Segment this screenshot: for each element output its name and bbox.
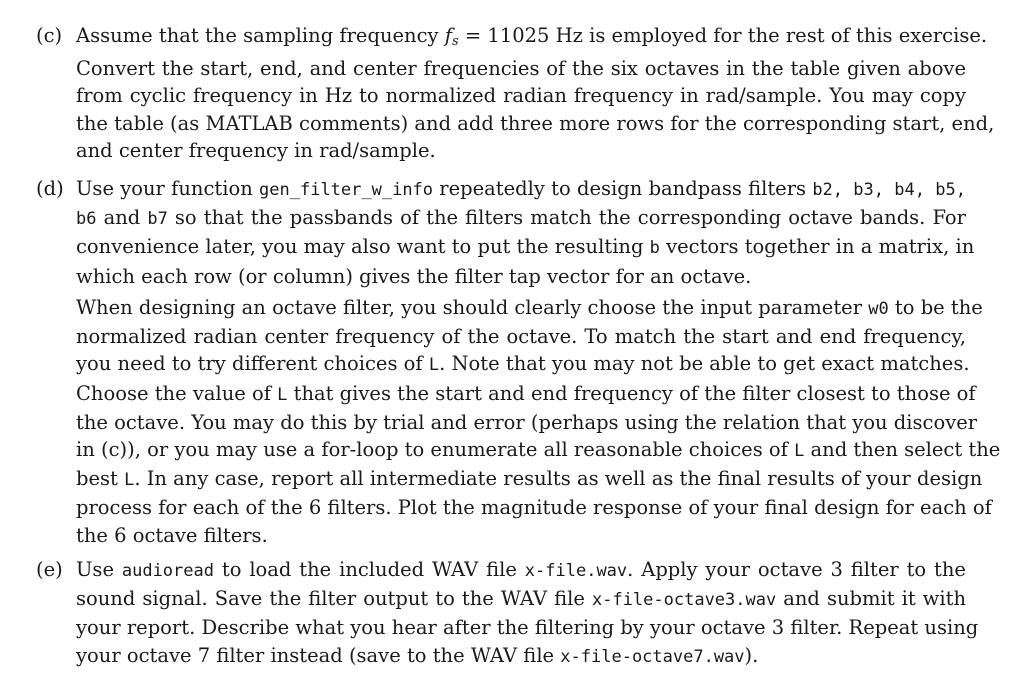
text-run: = 11025 Hz is employed for the rest of this exercise. (458, 24, 988, 47)
text-line: the table (as MATLAB comments) and add three more rows for the corresponding start, end, (76, 111, 995, 135)
code-variable: L (124, 470, 135, 491)
code-variable: L (277, 384, 288, 405)
text-run: so that the passbands of the filters match the corresponding octave bands. For (167, 206, 966, 230)
item-d-paragraph-2 (76, 294, 1001, 549)
text-run: and (96, 206, 148, 230)
code-variable: b6 (76, 209, 97, 230)
text-line: and center frequency in rad/sample. (76, 138, 436, 162)
text-run: When designing an octave filter, you should clearly choose the input parameter (76, 296, 869, 319)
text-line (76, 556, 966, 585)
text-run: Use (76, 558, 122, 581)
text-run: Use your function (76, 177, 260, 200)
text-line (76, 642, 966, 671)
text-run: . Apply your octave 3 filter to the (627, 558, 966, 581)
text-run: your octave 7 filter instead (save to the WAV file (76, 643, 561, 667)
text-run: Choose the value of (76, 381, 278, 405)
text-line (76, 22, 988, 55)
text-line (76, 465, 983, 494)
text-run: you need to try different choices of (76, 352, 429, 376)
text-run: Assume that the sampling frequency (76, 24, 445, 47)
item-d-label: (d) (36, 177, 64, 200)
text-line: normalized radian center frequency of the octave. To match the start and end frequency, (76, 325, 966, 349)
code-variables: b2, b3, b4, b5, (812, 180, 967, 200)
code-filename: x-file-octave7.wav (560, 646, 745, 667)
code-variable: b7 (147, 209, 168, 230)
text-run: . Note that you may not be able to get exact matches. (439, 352, 970, 376)
text-line (76, 233, 975, 262)
item-e-paragraph (76, 556, 979, 671)
item-c-label: (c) (36, 24, 63, 47)
text-run: in (c)), or you may use a for-loop to enumerate all reasonable choices of (76, 438, 795, 462)
text-line (76, 294, 983, 323)
text-line: the octave. You may do this by trial and error (perhaps using the relation that you discover (76, 410, 978, 434)
text-run: ). (744, 643, 759, 667)
text-line (76, 350, 970, 379)
text-line: which each row (or column) gives the filter tap vector for an octave. (76, 264, 752, 288)
item-c-paragraph (76, 22, 995, 164)
math-subscript: s (451, 34, 459, 49)
text-line: the 6 octave filters. (76, 523, 268, 547)
item-d-paragraph-1 (76, 175, 975, 290)
code-function-name: audioread (121, 561, 214, 581)
text-run: and submit it with (776, 587, 967, 611)
code-variable: b (649, 238, 660, 259)
text-line (76, 175, 966, 204)
item-e-label: (e) (36, 558, 63, 581)
text-line (76, 436, 1001, 465)
text-run: and then select the (804, 438, 1001, 462)
text-run: vectors together in a matrix, in (659, 235, 975, 259)
text-run: convenience later, you may also want to put the resulting (76, 235, 650, 259)
text-line: your report. Describe what you hear after the filtering by your octave 3 filter. Repeat using (76, 616, 979, 640)
code-variable: L (794, 441, 805, 462)
text-run: to load the included WAV file (213, 558, 525, 581)
text-line: Convert the start, end, and center frequencies of the six octaves in the table given above (76, 57, 966, 81)
code-variable: w0 (868, 299, 889, 319)
text-line (76, 380, 976, 409)
text-run: best (76, 467, 125, 491)
text-line: from cyclic frequency in Hz to normalized radian frequency in rad/sample. You may copy (76, 84, 966, 108)
code-filename: x-file.wav (524, 561, 628, 581)
text-line (76, 204, 966, 233)
math-symbol: f (444, 24, 452, 47)
text-run: to be the (888, 296, 983, 319)
text-run: that gives the start and end frequency of the filter closest to those of (287, 381, 976, 405)
text-line: process for each of the 6 filters. Plot the magnitude response of your final design for each of (76, 496, 992, 520)
text-run: sound signal. Save the filter output to the WAV file (76, 587, 592, 611)
text-run: repeatedly to design bandpass filters (433, 177, 813, 200)
text-run: . In any case, report all intermediate results as well as the final results of your design (134, 467, 983, 491)
code-function-name: gen_filter_w_info (259, 180, 434, 200)
code-variable: L (428, 355, 440, 376)
code-filename: x-file-octave3.wav (591, 590, 777, 611)
text-line (76, 585, 966, 614)
